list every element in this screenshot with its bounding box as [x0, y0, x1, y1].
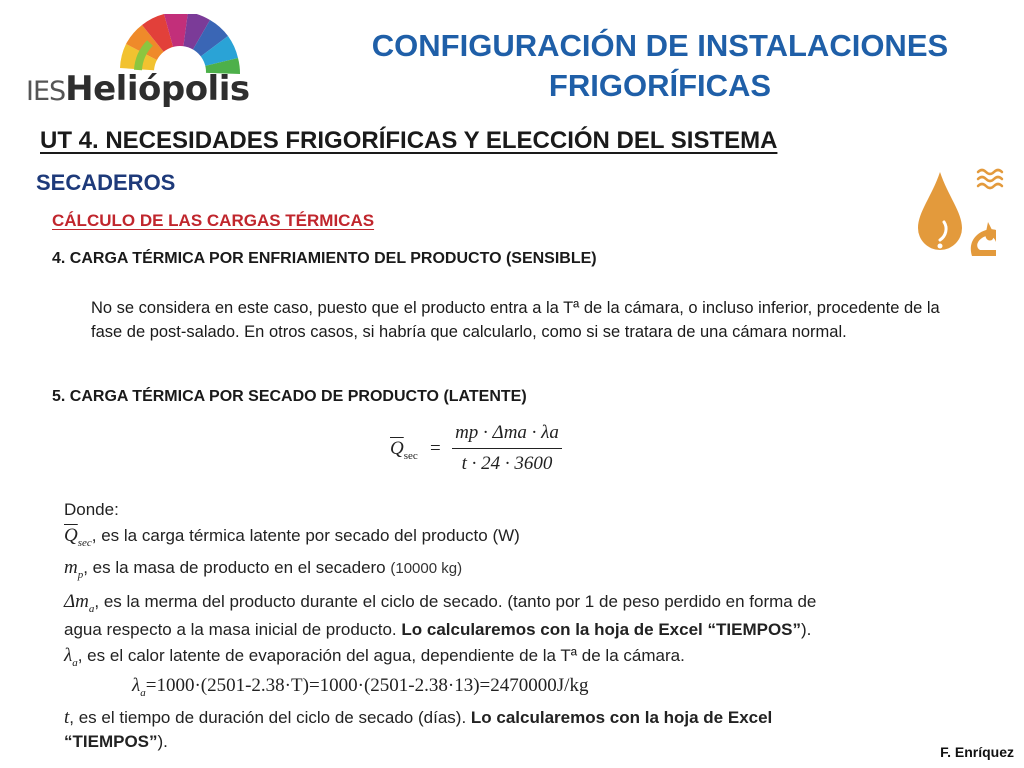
t-symbol: t — [64, 707, 70, 728]
logo-prefix: IES — [26, 76, 66, 107]
definition-dma-text: , es la merma del producto durante el ciclo de secado. (tanto por 1 de peso perdido en forma de — [94, 592, 817, 611]
definition-q — [64, 523, 520, 556]
definition-mp-text: , es la masa de producto en el secadero — [83, 558, 386, 577]
heat-waves-icon — [978, 170, 1002, 188]
lambda-formula: $\lambda_a=1000\cdot(2501-2.38\cdot T)=1000\cdot(2501-2.38\cdot 13)=2470000J/kg$ — [132, 675, 589, 699]
page-title-line-1: CONFIGURACIÓN DE INSTALACIONES — [371, 28, 949, 63]
page-title-line-2: FRIGORÍFICAS — [548, 68, 772, 103]
definition-q-text: , es la carga térmica latente por secado del producto (W) — [91, 526, 520, 545]
item-4-paragraph: No se considera en este caso, puesto que el producto entra a la Tª de la cámara, o incluso inferior, procedente de la fase de post-salado. En otros casos, si habría que calcularlo, como si se tratara de una cámara normal. — [91, 299, 940, 341]
definition-t-continued: “TIEMPOS”). — [64, 732, 168, 751]
dma-symbol: $\Delta m_a$ — [64, 591, 95, 615]
formula-lhs-sub: sec — [403, 449, 418, 462]
q-dot-symbol: $\overline{Q}$ — [390, 438, 404, 459]
definition-la — [64, 643, 685, 676]
q-symbol: $\overline{Q}_{sec}$ — [64, 525, 92, 549]
logo-name: Heliópolis — [65, 69, 250, 109]
definition-mp — [64, 555, 462, 588]
logo-wordmark — [26, 69, 250, 109]
definition-t-text: , es el tiempo de duración del ciclo de secado (días). — [69, 708, 471, 727]
hand-with-droplet-icon — [971, 222, 996, 256]
lambda-formula-expression: =1000·(2501-2.38·T)=1000·(2501-2.38·13)= — [145, 675, 491, 696]
fraction-bar — [452, 448, 562, 449]
mp-symbol: $m_p$ — [64, 557, 84, 581]
definition-t — [64, 705, 772, 730]
excel-tiempos-reference-2: Lo calcularemos con la hoja de Excel — [470, 708, 773, 727]
definition-la-text: , es el calor latente de evaporación del agua, dependiente de la Tª de la cámara. — [77, 646, 685, 665]
definitions-intro: Donde: — [64, 500, 119, 519]
formula-fraction — [452, 420, 562, 477]
item-4-heading: 4. CARGA TÉRMICA POR ENFRIAMIENTO DEL PRODUCTO (SENSIBLE) — [52, 250, 597, 267]
formula-lhs — [390, 438, 418, 462]
excel-tiempos-reference: Lo calcularemos con la hoja de Excel “TIEMPOS” — [401, 620, 801, 639]
drop-and-heat-decoration — [900, 160, 1010, 270]
formula-denominator: t · 24 · 3600 — [461, 453, 553, 474]
item-5-heading: 5. CARGA TÉRMICA POR SECADO DE PRODUCTO (LATENTE) — [52, 388, 527, 405]
subsection-heading: CÁLCULO DE LAS CARGAS TÉRMICAS — [52, 211, 375, 230]
author-footer: F. Enríquez — [940, 744, 1014, 760]
page-title — [300, 26, 1020, 106]
unit-heading: UT 4. NECESIDADES FRIGORÍFICAS Y ELECCIÓN DEL SISTEMA — [40, 127, 778, 154]
lambda-symbol: $\lambda_a$ — [64, 645, 78, 669]
formula-numerator: mp · Δma · λa — [455, 422, 559, 443]
equals-sign: = — [430, 438, 441, 459]
lambda-formula-result: 2470000J/kg — [490, 675, 589, 696]
mass-value-note: (10000 kg) — [390, 560, 463, 577]
section-heading: SECADEROS — [36, 170, 176, 195]
definition-dma-continued: agua respecto a la masa inicial de producto. Lo calcularemos con la hoja de Excel “TIEMPOS”). — [64, 620, 812, 639]
water-drop-icon — [918, 172, 962, 250]
